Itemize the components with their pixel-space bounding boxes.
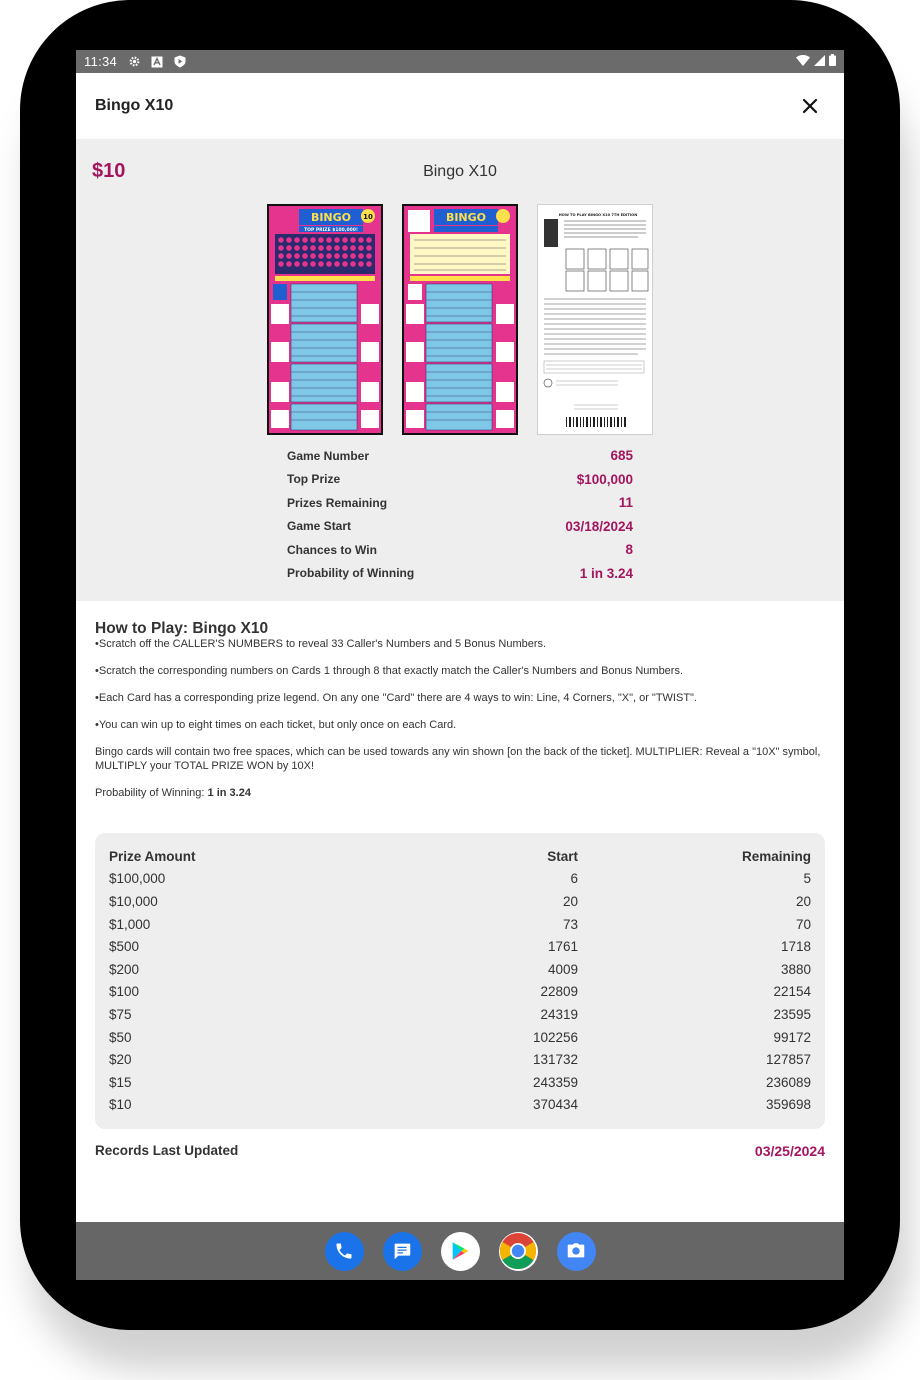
phone-icon xyxy=(334,1241,354,1261)
prize-amount: $10 xyxy=(109,1097,132,1113)
prize-table-header xyxy=(109,845,811,868)
close-icon xyxy=(802,98,818,114)
accessibility-icon xyxy=(150,55,164,69)
camera-icon xyxy=(565,1240,587,1262)
info-label: Probability of Winning xyxy=(287,566,415,581)
ticket-front-image[interactable] xyxy=(267,204,383,435)
app-dock xyxy=(76,1222,844,1280)
probability-value: 1 in 3.24 xyxy=(207,786,251,799)
table-row xyxy=(109,1026,811,1049)
settings-icon xyxy=(127,55,141,69)
info-row-chances-to-win xyxy=(287,538,633,562)
ticket-back-image[interactable] xyxy=(537,204,653,435)
prize-remaining: 23595 xyxy=(773,1006,811,1022)
prize-amount: $10,000 xyxy=(109,893,158,909)
prize-amount: $1,000 xyxy=(109,916,151,932)
rule-paragraph: •You can win up to eight times on each ticket, but only once on each Card. xyxy=(95,719,457,731)
play-store-app[interactable] xyxy=(441,1232,480,1271)
messages-icon xyxy=(391,1240,413,1262)
play-store-icon xyxy=(449,1240,471,1262)
prize-amount: $500 xyxy=(109,939,140,955)
prize-remaining: 3880 xyxy=(780,961,811,977)
info-label: Game Start xyxy=(287,519,352,534)
prize-amount: $75 xyxy=(109,1006,132,1022)
game-info-table xyxy=(287,444,633,585)
prize-start: 102256 xyxy=(532,1029,578,1045)
records-last-updated xyxy=(95,1143,825,1159)
prize-amount: $15 xyxy=(109,1074,132,1090)
table-row xyxy=(109,935,811,958)
prize-remaining: 5 xyxy=(803,871,811,887)
how-to-play-title: How to Play: Bingo X10 xyxy=(95,620,269,637)
prize-remaining: 22154 xyxy=(773,984,811,1000)
header-remaining: Remaining xyxy=(741,848,811,864)
prize-remaining: 20 xyxy=(795,893,811,909)
prize-start: 20 xyxy=(562,893,578,909)
ticket-front-graphic xyxy=(269,206,381,433)
probability-line xyxy=(95,787,825,799)
status-right-icons xyxy=(796,54,836,69)
records-label: Records Last Updated xyxy=(95,1143,239,1158)
prize-amount: $200 xyxy=(109,961,140,977)
app-header xyxy=(76,73,844,139)
ticket-scratched-graphic xyxy=(404,206,516,433)
rule-paragraph: •Scratch the corresponding numbers on Cards 1 through 8 that exactly match the Caller's Numbers and Bonus Numbers. xyxy=(95,665,684,677)
shield-icon xyxy=(173,55,187,69)
prize-remaining: 99172 xyxy=(773,1029,811,1045)
table-row xyxy=(109,1003,811,1026)
messages-app[interactable] xyxy=(383,1232,422,1271)
prize-remaining: 1718 xyxy=(780,939,811,955)
info-row-game-number xyxy=(287,444,633,468)
screen xyxy=(76,50,844,1280)
page-title: Bingo X10 xyxy=(95,97,174,114)
status-bar xyxy=(76,50,844,73)
table-row xyxy=(109,1048,811,1071)
info-label: Game Number xyxy=(287,448,370,463)
prize-remaining: 127857 xyxy=(765,1052,811,1068)
prize-remaining: 236089 xyxy=(765,1074,811,1090)
info-row-probability xyxy=(287,562,633,586)
how-to-play-section xyxy=(95,620,825,799)
chrome-icon xyxy=(499,1232,537,1270)
ticket2-logo-text: BINGO xyxy=(445,211,487,224)
prize-start: 6 xyxy=(570,871,578,887)
phone-app[interactable] xyxy=(325,1232,364,1271)
camera-app[interactable] xyxy=(557,1232,596,1271)
table-row xyxy=(109,890,811,913)
table-row xyxy=(109,981,811,1004)
info-value: 03/18/2024 xyxy=(565,518,633,534)
info-row-top-prize xyxy=(287,468,633,492)
status-time: 11:34 xyxy=(84,54,118,69)
chrome-app[interactable] xyxy=(499,1232,538,1271)
signal-icon xyxy=(814,54,825,69)
ticket-banner-text: TOP PRIZE $100,000! xyxy=(304,228,358,233)
info-value: $100,000 xyxy=(576,471,633,487)
ticket-price: $10 xyxy=(92,160,126,182)
ticket-badge-text: 10 xyxy=(363,213,373,221)
info-label: Top Prize xyxy=(287,472,341,487)
info-value: 11 xyxy=(618,495,633,511)
table-row xyxy=(109,1071,811,1094)
prize-start: 243359 xyxy=(532,1074,578,1090)
prize-amount: $50 xyxy=(109,1029,132,1045)
prize-start: 24319 xyxy=(540,1006,578,1022)
header-prize-amount: Prize Amount xyxy=(109,848,196,864)
prize-table xyxy=(95,833,825,1129)
ticket-back-graphic xyxy=(538,205,652,434)
wifi-icon xyxy=(796,54,810,69)
rule-paragraph: Bingo cards will contain two free spaces, which can be used towards any win shown [on the back of the ticket]. MULTIPLIER: Reveal a "10X" symbol, MULTIPLY your TOTAL PRIZE WON by 10X! xyxy=(95,746,821,772)
info-label: Prizes Remaining xyxy=(287,495,388,510)
rule-paragraph: •Scratch off the CALLER'S NUMBERS to reveal 33 Caller's Numbers and 5 Bonus Numbers. xyxy=(95,638,547,650)
ticket-back-heading: HOW TO PLAY BINGO X10 7TH EDITION xyxy=(558,213,638,217)
ticket-scratched-image[interactable] xyxy=(402,204,518,435)
rule-paragraph: •Each Card has a corresponding prize legend. On any one "Card" there are 4 ways to win: Line, 4 Corners, "X", or "TWIST". xyxy=(95,692,698,704)
info-row-prizes-remaining xyxy=(287,491,633,515)
table-row xyxy=(109,913,811,936)
header-start: Start xyxy=(547,848,578,864)
prize-start: 4009 xyxy=(547,961,578,977)
prize-amount: $20 xyxy=(109,1052,132,1068)
table-row xyxy=(109,868,811,891)
battery-icon xyxy=(829,54,836,69)
info-value: 685 xyxy=(610,448,633,464)
prize-amount: $100,000 xyxy=(109,871,166,887)
prize-start: 22809 xyxy=(540,984,578,1000)
probability-label: Probability of Winning: xyxy=(95,786,205,799)
info-label: Chances to Win xyxy=(287,542,377,557)
prize-start: 1761 xyxy=(547,939,578,955)
game-title: Bingo X10 xyxy=(423,163,497,180)
prize-start: 370434 xyxy=(532,1097,578,1113)
table-row xyxy=(109,1094,811,1117)
info-row-game-start xyxy=(287,515,633,539)
prize-amount: $100 xyxy=(109,984,140,1000)
ticket-logo-text: BINGO xyxy=(310,211,352,224)
prize-start: 131732 xyxy=(532,1052,578,1068)
game-summary xyxy=(76,139,844,601)
records-date: 03/25/2024 xyxy=(754,1143,825,1159)
prize-remaining: 359698 xyxy=(765,1097,811,1113)
info-value: 8 xyxy=(625,542,633,558)
prize-remaining: 70 xyxy=(795,916,811,932)
prize-start: 73 xyxy=(562,916,578,932)
close-button[interactable] xyxy=(795,91,825,121)
table-row xyxy=(109,958,811,981)
info-value: 1 in 3.24 xyxy=(579,565,633,581)
